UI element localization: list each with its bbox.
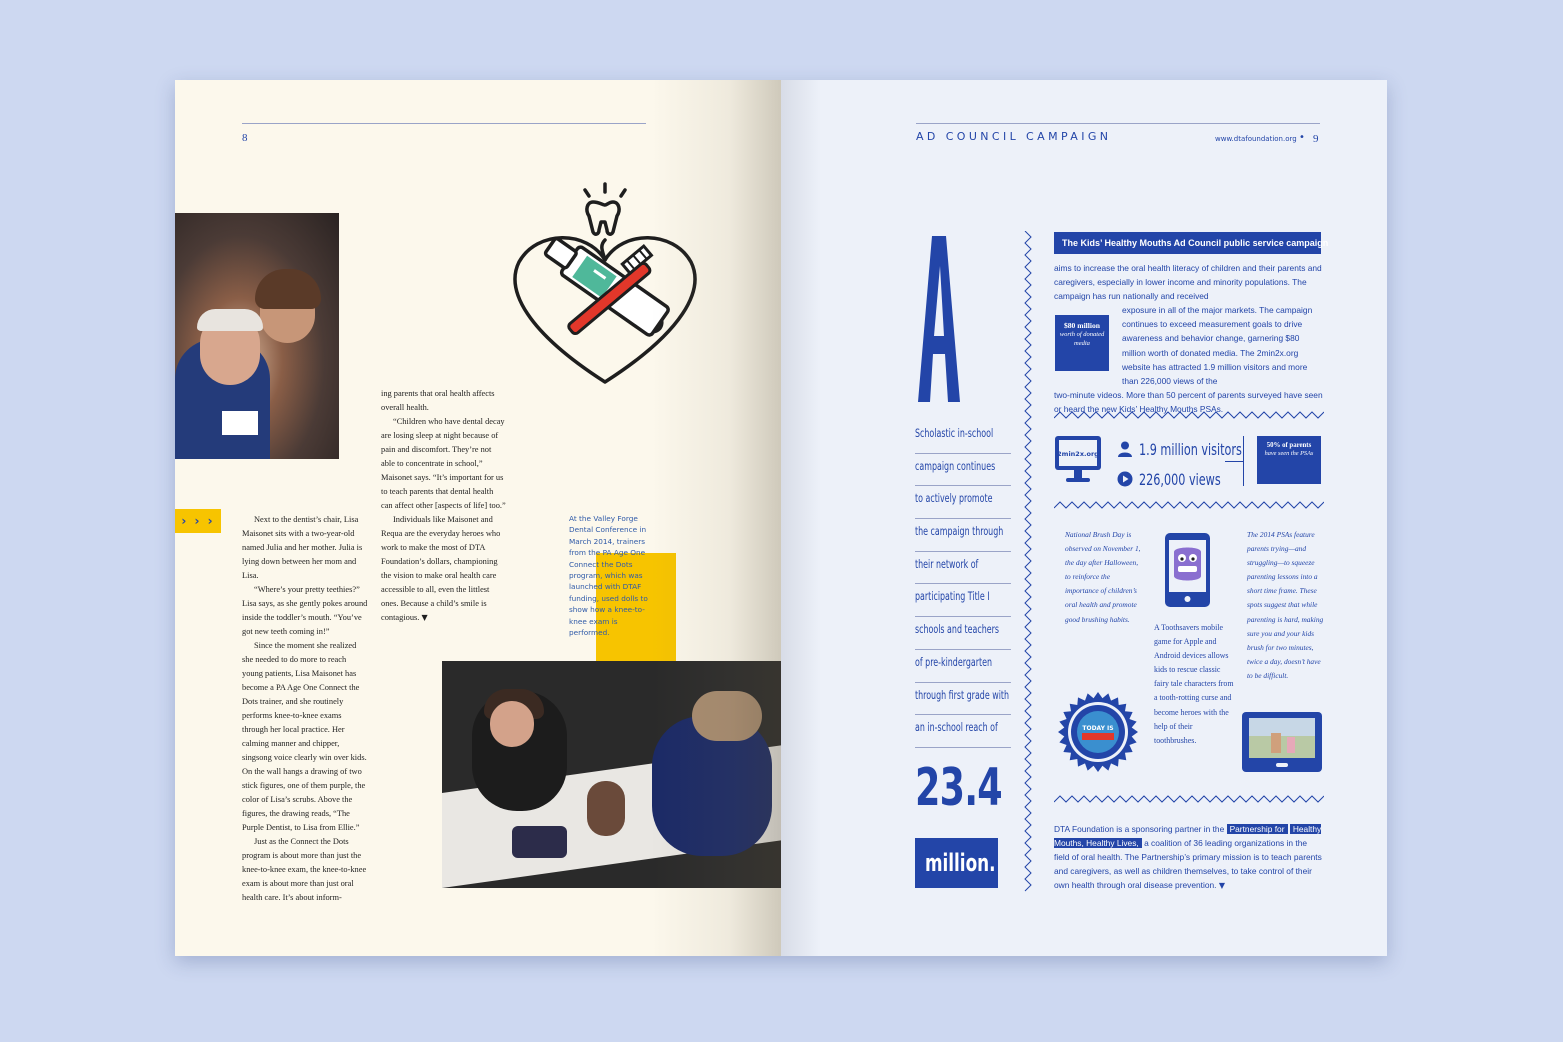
intro-text-end: two-minute videos. More than 50 percent of parents surveyed have seen or heard the new Kids’ Healthy Mouths PSAs. bbox=[1054, 389, 1323, 414]
paragraph: Next to the dentist’s chair, Lisa Maisonet sits with a two-year-old named Julia and her mother. Julia is lying down between her mom and Lisa. bbox=[242, 515, 363, 580]
body-column-1 bbox=[242, 513, 368, 905]
paragraph: Since the moment she realized she needed to do more to reach young patients, Lisa Maisonet has become a PA Age One Connect the Dots trainer, and she routinely performs knee-to-knee exams through her local practice. Her calming manner and chipper, singsong voice clearly win over kids. On the wall hangs a drawing of two stick figures, one of them purple, the color of Lisa’s scrubs. Above the figures, the drawing reads, “The Purple Dentist, to Lisa from Ellie.” bbox=[242, 641, 367, 832]
stat-value: $80 million bbox=[1063, 321, 1101, 330]
views-value: 226,000 views bbox=[1139, 469, 1221, 489]
partnership-name-highlight: Partnership for bbox=[1227, 824, 1288, 834]
statement-line: participating Title I bbox=[915, 584, 1011, 617]
paragraph: Just as the Connect the Dots program is about more than just the knee-to-knee exam, the knee-to-knee exam is about more than just oral health care. It’s about inform- bbox=[242, 837, 367, 902]
gutter-shadow bbox=[651, 80, 781, 956]
partnership-name-highlight: Healthy Mouths, Healthy Lives, bbox=[1054, 824, 1322, 849]
connector-line bbox=[1243, 436, 1244, 486]
tooth-end-icon: ▼ bbox=[421, 613, 428, 622]
photo-figure bbox=[512, 826, 567, 858]
seal-text: TODAY IS bbox=[1082, 725, 1114, 732]
psa-awareness-stat bbox=[1257, 436, 1321, 484]
paragraph: ing parents that oral health affects overall health. bbox=[381, 389, 495, 412]
views-row bbox=[1117, 464, 1271, 494]
paragraph: “Where’s your pretty teethies?” Lisa says, as she gently pokes around inside the toddler’s mouth. “You’ve got new teeth coming in!” bbox=[242, 585, 368, 636]
photo-figure bbox=[587, 781, 625, 836]
statement-line: to actively promote bbox=[915, 486, 1011, 519]
play-icon bbox=[1117, 471, 1133, 487]
horizontal-zigzag-divider bbox=[1054, 500, 1324, 510]
statement-line: Scholastic in-school bbox=[915, 421, 1011, 454]
bullet-separator: • bbox=[1299, 132, 1305, 143]
visitors-value: 1.9 million visitors bbox=[1139, 439, 1242, 459]
connector-line bbox=[1225, 461, 1243, 462]
magazine-spread bbox=[175, 80, 1387, 956]
website-url: www.dtafoundation.org bbox=[1215, 135, 1297, 143]
monitor-icon bbox=[1054, 435, 1102, 485]
monitor-label: 2min2x.org bbox=[1057, 450, 1099, 458]
statement-line: through first grade with bbox=[915, 683, 1011, 716]
header-rule bbox=[916, 123, 1320, 124]
person-icon bbox=[1117, 441, 1133, 457]
statement-line: the campaign through bbox=[915, 519, 1011, 552]
horizontal-zigzag-divider bbox=[1054, 410, 1324, 420]
psa-feature-text: The 2014 PSAs feature parents trying—and struggling—to squeeze parenting lessons into a short time frame. These spots suggest that while parenting is hard, making sure you and your kids brush for two minutes, twice a day, doesn’t have to be difficult. bbox=[1247, 530, 1324, 680]
photo-caption: At the Valley Forge Dental Conference in March 2014, trainers from the PA Age One Connect the Dots program, which was launched with DTAF funding, used dolls to show how a knee-to-knee exam is performed. bbox=[569, 514, 648, 638]
brush-day-text: National Brush Day is observed on November 1, the day after Halloween, to reinforce the importance of children’s oral health and promote good brushing habits. bbox=[1065, 530, 1141, 624]
continue-arrows-icon: › › › bbox=[175, 509, 221, 533]
tablet-video-icon bbox=[1241, 711, 1323, 773]
donated-media-stat bbox=[1055, 315, 1109, 371]
page-number: 8 bbox=[242, 132, 248, 144]
partnership-intro: DTA Foundation is a sponsoring partner in the bbox=[1054, 824, 1225, 834]
reach-unit: million. bbox=[924, 849, 996, 877]
statement-line: campaign continues bbox=[915, 454, 1011, 487]
intro-text-indented: exposure in all of the major markets. The campaign continues to exceed measurement goals to drive awareness and behavior change, garnering $80 million worth of donated media. The 2min2x.org website has attracted 1.9 million visitors and more than 226,000 views of the bbox=[1122, 305, 1313, 386]
paragraph: “Children who have dental decay are losing sleep at night because of pain and discomfort. They’re not able to concentrate in school,” Maisonet says. “It’s important for us to teach parents that dental health can affect other [aspects of life] too.” bbox=[381, 417, 506, 510]
partnership-description: a coalition of 36 leading organizations in the field of oral health. The Partnership’s primary mission is to teach parents and caregivers, as well as children themselves, to take control of their own health through oral disease prevention. bbox=[1054, 838, 1322, 891]
phone-game-icon bbox=[1164, 532, 1211, 608]
statement-line: of pre-kindergarten bbox=[915, 650, 1011, 683]
statement-line: their network of bbox=[915, 552, 1011, 585]
photo-figure bbox=[490, 701, 534, 747]
photo-figure bbox=[255, 269, 321, 309]
reach-statement bbox=[915, 421, 1013, 748]
paragraph-text: Individuals like Maisonet and Requa are the everyday heroes who work to make the most of DTA Foundation’s dollars, championing the vision to make oral health care accessible to all, even the littlest ones. Because a child’s smile is contagious. bbox=[381, 515, 501, 622]
tooth-end-icon: ▼ bbox=[1218, 881, 1225, 891]
visitors-row bbox=[1117, 434, 1271, 464]
game-text: A Toothsavers mobile game for Apple and Android devices allows kids to rescue classic fairy tale characters from a tooth-rotting curse and become heroes with the help of their toothbrushes. bbox=[1154, 623, 1234, 745]
intro-text: aims to increase the oral health literacy of children and their parents and caregivers, especially in lower income and minority populations. The campaign has run nationally and received bbox=[1054, 263, 1322, 302]
right-page bbox=[781, 80, 1387, 956]
reach-unit-box bbox=[915, 838, 998, 888]
drop-cap-a-icon bbox=[918, 236, 960, 402]
section-title: AD COUNCIL CAMPAIGN bbox=[916, 130, 1112, 143]
paragraph bbox=[381, 513, 507, 625]
traffic-stats bbox=[1117, 434, 1271, 494]
reach-number: 23.4 bbox=[915, 758, 1002, 818]
vertical-zigzag-divider bbox=[1023, 231, 1033, 893]
gutter-shadow bbox=[781, 80, 821, 956]
campaign-banner: The Kids’ Healthy Mouths Ad Council public service campaign bbox=[1054, 232, 1321, 254]
header-rule bbox=[242, 123, 646, 124]
stat-value: 50% of parents bbox=[1266, 442, 1312, 449]
stat-desc: worth of donated media bbox=[1059, 331, 1105, 347]
statement-line: schools and teachers bbox=[915, 617, 1011, 650]
stat-desc: have seen the PSAs bbox=[1264, 450, 1314, 457]
partnership-text bbox=[1054, 822, 1324, 893]
conference-photo bbox=[175, 213, 339, 459]
brush-day-seal-icon bbox=[1058, 692, 1138, 772]
left-page bbox=[175, 80, 781, 956]
page-number: 9 bbox=[1313, 133, 1319, 145]
photo-figure bbox=[222, 411, 258, 435]
statement-line: an in-school reach of bbox=[915, 715, 1011, 748]
body-column-2 bbox=[381, 387, 507, 625]
horizontal-zigzag-divider bbox=[1054, 794, 1324, 804]
photo-figure bbox=[197, 309, 263, 331]
